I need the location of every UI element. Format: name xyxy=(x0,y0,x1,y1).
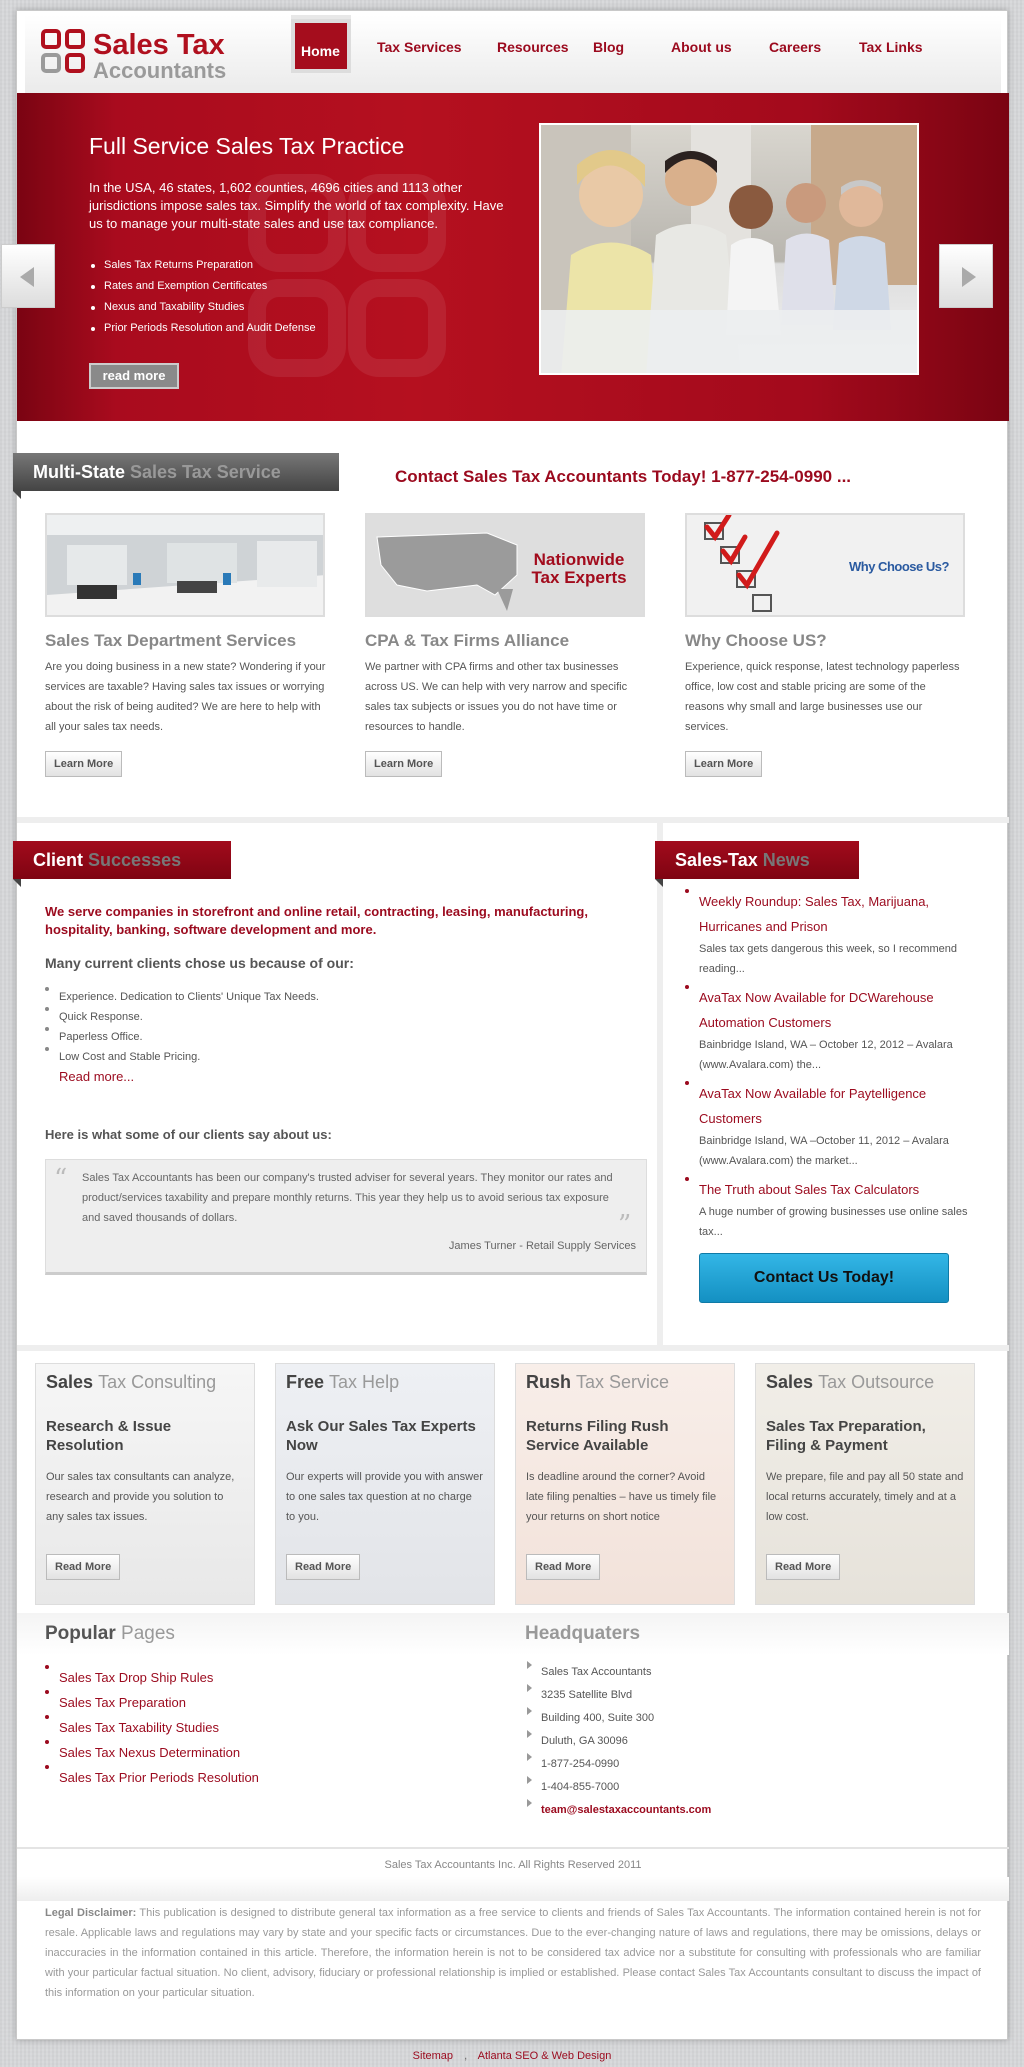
hero-team-photo xyxy=(539,123,919,375)
ribbon-sub-text: Sales Tax Service xyxy=(130,462,281,482)
testimonial-box xyxy=(45,1159,647,1275)
column-title: Sales Tax Department Services xyxy=(45,631,297,650)
news-excerpt: Bainbridge Island, WA – October 12, 2012 – Avalara (www.Avalara.com) the... xyxy=(699,1039,953,1071)
ribbon-main-text: Multi-State xyxy=(33,462,125,482)
news-title-link[interactable]: The Truth about Sales Tax Calculators xyxy=(699,1182,920,1197)
news-title-link[interactable]: AvaTax Now Available for Paytelligence Customers xyxy=(699,1086,927,1126)
page-wrapper xyxy=(16,10,1008,2040)
hero-bullet: Nexus and Taxability Studies xyxy=(89,297,316,318)
box-heading: Rush Tax Service xyxy=(526,1372,670,1392)
nationwide-image-text: Nationwide Tax Experts xyxy=(531,550,627,587)
nationwide-map-image xyxy=(365,513,645,617)
news-ribbon xyxy=(655,841,859,879)
clients-read-more-link[interactable]: Read more... xyxy=(59,1069,135,1084)
clients-headline: We serve companies in storefront and online retail, contracting, leasing, manufacturing, hospitality, banking, software development and more. xyxy=(45,904,588,937)
headquarters-title: Headquaters xyxy=(525,1623,641,1644)
news-excerpt: Bainbridge Island, WA –October 11, 2012 – Avalara (www.Avalara.com) the market... xyxy=(699,1135,949,1167)
testimonial-author: James Turner - Retail Supply Services xyxy=(448,1240,636,1252)
nav-home-label: Home xyxy=(301,43,340,59)
popular-page-link[interactable]: Sales Tax Taxability Studies xyxy=(59,1720,219,1735)
multistate-ribbon xyxy=(13,453,339,491)
legal-disclaimer xyxy=(45,1903,981,2003)
ribbon-sub-text: Successes xyxy=(88,850,182,870)
hero-bullets xyxy=(89,255,316,339)
popular-page-link[interactable]: Sales Tax Drop Ship Rules xyxy=(59,1670,214,1685)
service-box-consulting xyxy=(35,1363,255,1605)
section-divider xyxy=(17,817,1009,823)
box-text: Our sales tax consultants can analyze, research and provide you solution to any sales tax issues. xyxy=(46,1471,235,1523)
hero-bullet: Rates and Exemption Certificates xyxy=(89,276,316,297)
contact-phone-line[interactable]: Contact Sales Tax Accountants Today! 1-877-254-0990 ... xyxy=(395,467,852,486)
why-image-text: Why Choose Us? xyxy=(849,559,949,574)
box-title: Research & Issue Resolution xyxy=(46,1418,172,1454)
hero-slider xyxy=(17,93,1009,421)
testimonials-title: Here is what some of our clients say about us: xyxy=(45,1127,332,1142)
popular-page-item xyxy=(45,1715,259,1740)
disclaimer-label: Legal Disclaimer: xyxy=(45,1907,137,1919)
nav-resources[interactable]: Resources xyxy=(497,39,569,55)
ribbon-main-text: Client xyxy=(33,850,84,870)
service-box-free-help xyxy=(275,1363,495,1605)
ribbon-sub-text: News xyxy=(762,850,810,870)
popular-pages-list xyxy=(45,1665,259,1790)
read-more-button[interactable]: Read More xyxy=(286,1554,360,1580)
hq-email-item xyxy=(527,1799,711,1822)
popular-page-link[interactable]: Sales Tax Prior Periods Resolution xyxy=(59,1770,259,1785)
footer-band xyxy=(17,1877,1009,1901)
hq-line: 3235 Satellite Blvd xyxy=(527,1684,711,1707)
logo-text-line1: Sales Tax xyxy=(93,29,225,61)
hq-line: 1-877-254-0990 xyxy=(527,1753,711,1776)
news-item xyxy=(685,889,977,979)
disclaimer-text: This publication is designed to distribute general tax information as a free service to clients and friends of Sales Tax Accountants. The information contained herein is not for resale. Applicable laws and regulations may vary by state and your specific facts or circumstances. Due to the ever-changing nature of laws and regulations, there may be omissions, delays or inaccuracies in the information contained in this article. Therefore, the information herein is not to be considered tax advice nor a substitute for consulting with professionals who are familiar with your particular factual situation. No client, advisory, fiduciary or professional relationship is implied or established. Please contact Sales Tax Accountants consultant to discuss the impact of this information on your particular situation. xyxy=(45,1907,982,1999)
nav-tax-links[interactable]: Tax Links xyxy=(859,39,923,55)
hq-line: Sales Tax Accountants xyxy=(527,1661,711,1684)
column-divider xyxy=(657,817,663,1349)
learn-more-button[interactable]: Learn More xyxy=(685,751,762,777)
service-column xyxy=(685,513,967,777)
column-text: Are you doing business in a new state? Wondering if your services are taxable? Having sales tax issues or worrying about the risk of being audited? We are here to help with all your sales tax needs. xyxy=(45,661,326,733)
logo-text-line2: Accountants xyxy=(93,58,227,83)
news-list xyxy=(685,889,977,1242)
team-photo-illustration xyxy=(541,125,919,375)
reason-item: Low Cost and Stable Pricing. xyxy=(45,1047,319,1067)
news-title-link[interactable]: AvaTax Now Available for DCWarehouse Automation Customers xyxy=(699,990,934,1030)
section-divider xyxy=(17,1345,1009,1351)
service-box-rush xyxy=(515,1363,735,1605)
hero-read-more-button[interactable]: read more xyxy=(89,363,179,389)
popular-page-item xyxy=(45,1665,259,1690)
clients-reasons xyxy=(45,987,319,1067)
reason-item: Paperless Office. xyxy=(45,1027,319,1047)
sitemap-link[interactable]: Sitemap xyxy=(412,2050,454,2062)
column-title: CPA & Tax Firms Alliance xyxy=(365,631,570,650)
header xyxy=(25,15,1001,103)
reason-item: Experience. Dedication to Clients' Unique Tax Needs. xyxy=(45,987,319,1007)
read-more-button[interactable]: Read More xyxy=(766,1554,840,1580)
reason-item: Quick Response. xyxy=(45,1007,319,1027)
copyright: Sales Tax Accountants Inc. All Rights Reserved 2011 xyxy=(384,1859,642,1871)
contact-us-button[interactable]: Contact Us Today! xyxy=(699,1253,949,1303)
nav-home[interactable] xyxy=(291,15,351,73)
headquarters-list xyxy=(527,1661,711,1822)
bottom-links xyxy=(0,2050,1024,2062)
box-title: Returns Filing Rush Service Available xyxy=(526,1418,669,1454)
news-excerpt: Sales tax gets dangerous this week, so I recommend reading... xyxy=(699,943,958,975)
box-title: Ask Our Sales Tax Experts Now xyxy=(286,1418,476,1454)
chevron-left-icon xyxy=(20,267,34,287)
logo-icon xyxy=(65,53,85,73)
chevron-right-icon xyxy=(962,267,976,287)
nav-blog[interactable]: Blog xyxy=(593,39,625,55)
box-heading: Sales Tax Consulting xyxy=(46,1372,217,1392)
hero-text: In the USA, 46 states, 1,602 counties, 4696 cities and 1113 other jurisdictions impose sales tax. Simplify the world of tax complexity. Have us to manage your multi-state sales and use tax compliance. xyxy=(89,180,504,231)
popular-page-link[interactable]: Sales Tax Nexus Determination xyxy=(59,1745,241,1760)
hero-title: Full Service Sales Tax Practice xyxy=(89,133,405,159)
news-excerpt: A huge number of growing businesses use online sales tax... xyxy=(699,1206,968,1238)
box-title: Sales Tax Preparation, Filing & Payment xyxy=(766,1418,926,1454)
slider-prev-arrow[interactable] xyxy=(1,244,55,308)
why-choose-us-image xyxy=(685,513,965,617)
popular-page-link[interactable]: Sales Tax Preparation xyxy=(59,1695,186,1710)
slider-next-arrow[interactable] xyxy=(939,244,993,308)
learn-more-button[interactable]: Learn More xyxy=(365,751,442,777)
logo-icon xyxy=(65,29,85,49)
service-column xyxy=(45,513,327,777)
column-title: Why Choose US? xyxy=(685,631,827,650)
hq-email-link[interactable]: team@salestaxaccountants.com xyxy=(541,1804,712,1816)
office-image xyxy=(45,513,325,617)
clients-why-title: Many current clients chose us because of our: xyxy=(45,955,354,971)
news-title-link[interactable]: Weekly Roundup: Sales Tax, Marijuana, Hurricanes and Prison xyxy=(699,894,930,934)
logo-icon xyxy=(41,53,61,73)
quote-close-icon: ” xyxy=(618,1210,632,1240)
news-item xyxy=(685,985,977,1075)
hero-bullet: Prior Periods Resolution and Audit Defense xyxy=(89,318,316,339)
box-text: We prepare, file and pay all 50 state and local returns accurately, timely and at a low cost. xyxy=(766,1471,964,1523)
box-heading: Free Tax Help xyxy=(286,1372,400,1392)
hq-line: Duluth, GA 30096 xyxy=(527,1730,711,1753)
box-text: Is deadline around the corner? Avoid late filing penalties – have us timely file your returns on short notice xyxy=(526,1471,717,1523)
popular-page-item xyxy=(45,1765,259,1790)
column-text: Experience, quick response, latest technology paperless office, low cost and stable pricing are some of the reasons why small and large businesses use our services. xyxy=(685,661,960,733)
service-column xyxy=(365,513,647,777)
footer-link-separator: , xyxy=(464,2050,468,2062)
popular-page-item xyxy=(45,1690,259,1715)
hq-line: 1-404-855-7000 xyxy=(527,1776,711,1799)
client-successes-ribbon xyxy=(13,841,231,879)
learn-more-button[interactable]: Learn More xyxy=(45,751,122,777)
hero-bullet: Sales Tax Returns Preparation xyxy=(89,255,316,276)
popular-pages-title: Popular Pages xyxy=(45,1623,175,1644)
logo-icon xyxy=(41,29,61,49)
seo-design-link[interactable]: Atlanta SEO & Web Design xyxy=(477,2050,612,2062)
read-more-button[interactable]: Read More xyxy=(526,1554,600,1580)
nav-tax-services[interactable]: Tax Services xyxy=(377,39,462,55)
box-text: Our experts will provide you with answer to one sales tax question at no charge to you. xyxy=(286,1471,483,1523)
quote-open-icon: “ xyxy=(54,1164,68,1194)
ribbon-main-text: Sales-Tax xyxy=(675,850,758,870)
hq-line: Building 400, Suite 300 xyxy=(527,1707,711,1730)
nav-careers[interactable]: Careers xyxy=(769,39,822,55)
popular-page-item xyxy=(45,1740,259,1765)
box-heading: Sales Tax Outsource xyxy=(766,1372,935,1392)
logo[interactable] xyxy=(41,29,241,81)
testimonial-quote: Sales Tax Accountants has been our company's trusted adviser for several years. They monitor our rates and product/services taxability and prepare monthly returns. This year they help us to avoid serious tax exposure and saved thousands of dollars. xyxy=(82,1172,613,1224)
column-text: We partner with CPA firms and other tax businesses across US. We can help with very narrow and specific sales tax subjects or issues you do not have time or resources to handle. xyxy=(365,661,628,733)
section-divider xyxy=(17,1847,1009,1849)
service-box-outsource xyxy=(755,1363,975,1605)
news-item xyxy=(685,1177,977,1242)
read-more-button[interactable]: Read More xyxy=(46,1554,120,1580)
nav-about-us[interactable]: About us xyxy=(671,39,732,55)
news-item xyxy=(685,1081,977,1171)
